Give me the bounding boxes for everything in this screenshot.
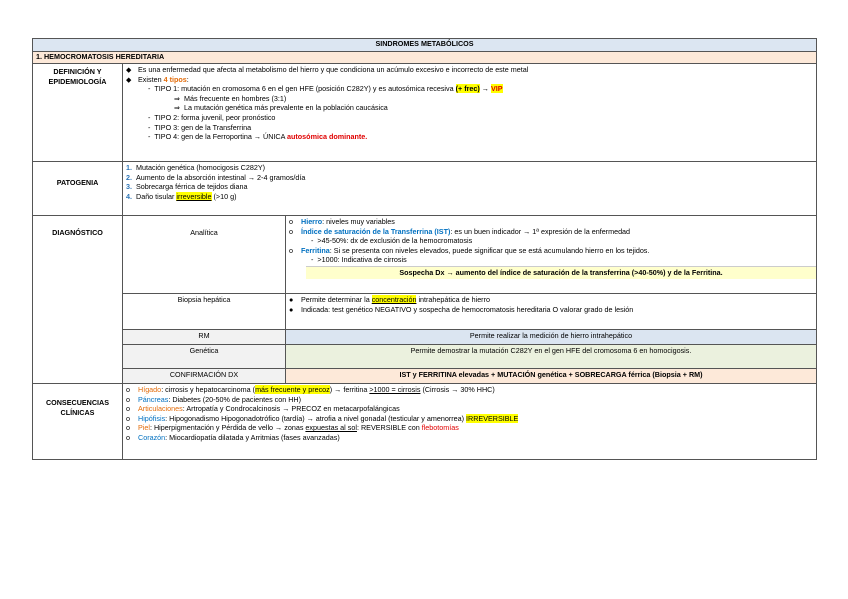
analitica-label: Analítica — [123, 216, 286, 294]
confirmation-content: IST y FERRITINA elevadas + MUTACIÓN genética + SOBRECARGA férrica (Biopsia + RM) — [286, 369, 817, 384]
analitica-content: o Hierro: niveles muy variables o Índice de saturación de la Transferrina (IST): es un buen indicador → 1ª expresión de la enfermedad - >45-50%: dx de exclusión de la hemocromatosis o Ferritina: Si se presenta con niveles elevados, puede significar que se está acumulando hierro en los tejidos. - >1000: Indicativa de cirrosis Sospecha Dx → aumento del índice de saturación de la transferrina (>40-50%) y de la Ferritina. — [286, 216, 817, 294]
consequences-content: o Hígado: cirrosis y hepatocarcinoma (más frecuente y precoz) → ferritina >1000 = cirrosis (Cirrosis → 30% HHC) o Páncreas: Diabetes (20-50% de pacientes con HH) o Articulaciones: Artropatía y Condrocalcinosis → PRECOZ en metacarpofalángicas o Hipófisis: Hipogonadismo Hipogonadotrófico (tardía) → atrofia a nivel gonadal (testicular y amenorrea) IRREVERSIBLE o Piel: Hiperpigmentación y Pérdida de vello → zonas expuestas al sol: REVERSIBLE con flebotomías o Corazón: Miocardiopatía dilatada y Arritmias (fases avanzadas) — [123, 384, 817, 460]
syndromes-table — [32, 38, 817, 460]
diagnosis-label: DIAGNÓSTICO — [33, 216, 123, 384]
table-title: SINDROMES METABÓLICOS — [33, 39, 817, 52]
biopsia-content: ● Permite determinar la concentración intrahepática de hierro ● Indicada: test genético NEGATIVO y sospecha de hemocromatosis hereditaria O valorar grado de lesión — [286, 294, 817, 330]
genetica-content: Permite demostrar la mutación C282Y en el gen HFE del cromosoma 6 en homocigosis. — [286, 345, 817, 369]
consequences-label: CONSECUENCIAS CLÍNICAS — [33, 384, 123, 460]
confirmation-label: CONFIRMACIÓN DX — [123, 369, 286, 384]
genetica-label: Genética — [123, 345, 286, 369]
suspicion-dx: Sospecha Dx → aumento del índice de saturación de la transferrina (>40-50%) y de la Ferritina. — [306, 266, 816, 279]
rm-label: RM — [123, 330, 286, 345]
pathogenesis-content: 1. Mutación genética (homocigosis C282Y) 2. Aumento de la absorción intestinal → 2-4 gramos/día 3. Sobrecarga férrica de tejidos diana 4. Daño tisular irreversible (>10 g) — [123, 162, 817, 216]
rm-content: Permite realizar la medición de hierro intrahepático — [286, 330, 817, 345]
pathogenesis-label: PATOGENIA — [33, 162, 123, 216]
biopsia-label: Biopsia hepática — [123, 294, 286, 330]
section-title: 1. HEMOCROMATOSIS HEREDITARIA — [33, 52, 817, 64]
definition-label: DEFINICIÓN Y EPIDEMIOLOGÍA — [33, 64, 123, 162]
definition-content: ◆ Es una enfermedad que afecta al metabolismo del hierro y que condiciona un acúmulo excesivo e incorrecto de este metal ◆ Existen 4 tipos: - TIPO 1: mutación en cromosoma 6 en el gen HFE (posición C282Y) y es autosómica recesiva (+ frec) → VIP ⇒ Más frecuente en hombres (3:1) ⇒ La mutación genética más prevalente en la población caucásica - TIPO 2: forma juvenil, peor pronóstico - TIPO 3: gen de la Transferrina - TIPO 4: gen de la Ferroportina → ÚNICA autosómica dominante. — [123, 64, 817, 162]
